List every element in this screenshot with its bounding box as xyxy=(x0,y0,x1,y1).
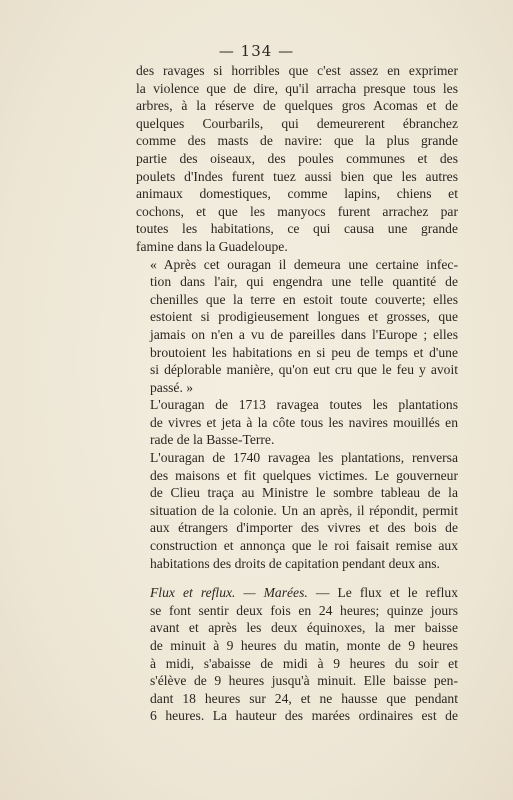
text-line: cochons, et que les manyocs furent arrachez par xyxy=(136,203,458,219)
text-line: la violence que de dire, qu'il arracha presque tous les xyxy=(136,80,458,96)
text-line: L'ouragan de 1713 ravagea toutes les plantations xyxy=(150,397,458,413)
text-line: partie des oiseaux, des poules communes et des xyxy=(136,150,458,166)
text-line: estoient si prodigieusement longues et grosses, que xyxy=(150,309,458,325)
paragraph-infection-quote xyxy=(136,256,458,397)
text-line: avant et après les deux équinoxes, la mer baisse xyxy=(150,620,458,636)
text-line: de minuit à 9 heures du matin, monte de 9 heures xyxy=(150,638,458,653)
text-line: L'ouragan de 1740 ravagea les plantations, renversa xyxy=(150,450,458,466)
body-text xyxy=(136,62,458,725)
text-line: jamais on n'en a vu de pareilles dans l'Europe ; elles xyxy=(150,326,458,342)
paragraph-hurricane-1713 xyxy=(136,396,458,449)
text-line: rade de la Basse-Terre. xyxy=(150,432,275,448)
text-line: toutes les habitations, ce qui causa une grande xyxy=(136,221,458,237)
heading-continuation: — Le flux et le reflux xyxy=(307,585,458,601)
text-line: comme des masts de navire: que la plus grande xyxy=(136,133,458,149)
text-line: s'élève de 9 heures jusqu'à minuit. Elle baisse pen- xyxy=(150,673,458,689)
text-line: de Clieu traça au Ministre le sombre tableau de la xyxy=(150,485,458,501)
text-line xyxy=(136,584,458,602)
text-line: de vivres et jeta à la côte tous les navires mouillés en xyxy=(150,414,458,430)
text-line: des maisons et fit quelques victimes. Le gouverneur xyxy=(150,467,458,483)
page-number: — 134 — xyxy=(218,42,295,60)
text-line: à midi, s'abaisse de midi à 9 heures du soir et xyxy=(150,655,458,671)
text-line: aux étrangers d'importer des vivres et des bois de xyxy=(150,520,458,536)
text-line: quelques Courbarils, qui demeurerent ébranchez xyxy=(136,115,458,131)
text-line: poulets d'Indes furent tuez aussi bien que les autres xyxy=(136,168,458,184)
text-line: se font sentir deux fois en 24 heures; quinze jours xyxy=(150,602,458,618)
text-line: passé. » xyxy=(150,379,194,395)
text-line: animaux domestiques, comme lapins, chiens et xyxy=(136,186,458,202)
text-line: des ravages si horribles que c'est assez en exprimer xyxy=(136,63,458,78)
paragraph-tides xyxy=(136,584,458,725)
text-line: broutoient les habitations en si peu de temps et d'une xyxy=(150,344,458,360)
text-line: dant 18 heures sur 24, et ne hausse que pendant xyxy=(150,690,458,706)
paragraph-hurricane-1666 xyxy=(136,62,458,256)
text-line: tion dans l'air, qui engendra une telle quantité de xyxy=(150,274,458,290)
text-line: si déplorable manière, qu'on eut cru que le feu y avoit xyxy=(150,362,458,378)
text-line: « Après cet ouragan il demeura une certaine infec- xyxy=(150,256,458,272)
text-line: habitations des droits de capitation pendant deux ans. xyxy=(150,555,440,571)
text-line: arbres, à la réserve de quelques gros Acomas et de xyxy=(136,98,458,114)
text-line: famine dans la Guadeloupe. xyxy=(136,238,288,254)
text-line: construction et annonça que le roi faisait remise aux xyxy=(150,538,458,554)
text-line: 6 heures. La hauteur des marées ordinaires est de xyxy=(150,708,458,724)
text-line: chenilles que la terre en estoit toute couverte; elles xyxy=(150,291,458,307)
text-line: situation de la colonie. Un an après, il répondit, permit xyxy=(150,502,458,518)
section-heading-tides: Flux et reflux. — Marées. xyxy=(150,585,308,601)
paragraph-hurricane-1740 xyxy=(136,449,458,572)
